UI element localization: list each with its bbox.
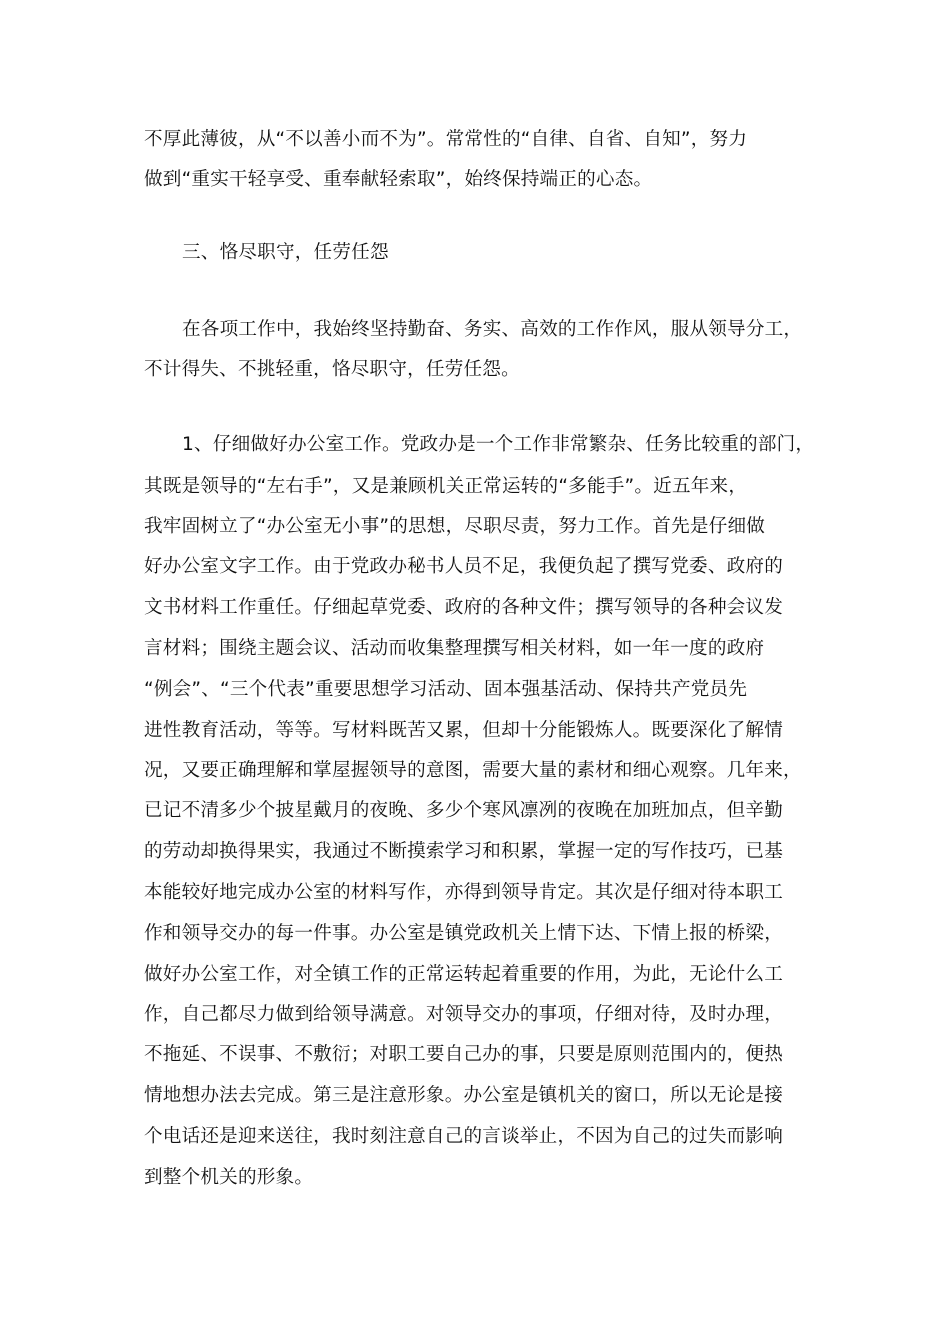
text-line: 其既是领导的“左右手”，又是兼顾机关正常运转的“多能手”。近五年来， — [144, 476, 748, 497]
text-line: 不计得失、不挑轻重，恪尽职守，任劳任怨。 — [144, 359, 520, 380]
text-line: “例会”、“三个代表”重要思想学习活动、固本强基活动、保持共产党员先 — [144, 679, 748, 700]
section-heading: 三、恪尽职守，任劳任怨 — [182, 242, 389, 263]
text-line: 的劳动却换得果实，我通过不断摸索学习和积累，掌握一定的写作技巧，已基 — [144, 841, 783, 862]
text-line: 情地想办法去完成。第三是注意形象。办公室是镇机关的窗口，所以无论是接 — [144, 1085, 783, 1106]
text-line: 本能较好地完成办公室的材料写作，亦得到领导肯定。其次是仔细对待本职工 — [144, 882, 783, 903]
text-line: 到整个机关的形象。 — [144, 1167, 314, 1188]
text-line: 做到“重实干轻享受、重奉献轻索取”，始终保持端正的心态。 — [144, 169, 653, 190]
text-line: 不厚此薄彼，从“不以善小而不为”。常常性的“自律、自省、自知”，努力 — [144, 129, 748, 150]
text-line: 况，又要正确理解和掌屋握领导的意图，需要大量的素材和细心观察。几年来， — [144, 760, 802, 781]
text-line: 不拖延、不误事、不敷衍；对职工要自己办的事，只要是原则范围内的，便热 — [144, 1044, 783, 1065]
text-line: 文书材料工作重任。仔细起草党委、政府的各种文件；撰写领导的各种会议发 — [144, 597, 783, 618]
text-line: 1、仔细做好办公室工作。党政办是一个工作非常繁杂、任务比较重的部门， — [182, 434, 815, 455]
text-line: 个电话还是迎来送往，我时刻注意自己的言谈举止，不因为自己的过失而影响 — [144, 1126, 783, 1147]
text-line: 好办公室文字工作。由于党政办秘书人员不足，我便负起了撰写党委、政府的 — [144, 556, 783, 577]
text-line: 已记不清多少个披星戴月的夜晚、多少个寒风凛冽的夜晚在加班加点，但辛勤 — [144, 800, 783, 821]
text-line: 作和领导交办的每一件事。办公室是镇党政机关上情下达、下情上报的桥梁， — [144, 923, 783, 944]
text-line: 作，自己都尽力做到给领导满意。对领导交办的事项，仔细对待，及时办理， — [144, 1004, 783, 1025]
text-line: 言材料；围绕主题会议、活动而收集整理撰写相关材料，如一年一度的政府 — [144, 638, 765, 659]
text-line: 进性教育活动，等等。写材料既苦又累，但却十分能锻炼人。既要深化了解情 — [144, 720, 783, 741]
text-line: 我牢固树立了“办公室无小事”的思想，尽职尽责，努力工作。首先是仔细做 — [144, 516, 766, 537]
text-line: 做好办公室工作，对全镇工作的正常运转起着重要的作用，为此，无论什么工 — [144, 964, 783, 985]
text-line: 在各项工作中，我始终坚持勤奋、务实、高效的工作作风，服从领导分工， — [182, 319, 803, 340]
